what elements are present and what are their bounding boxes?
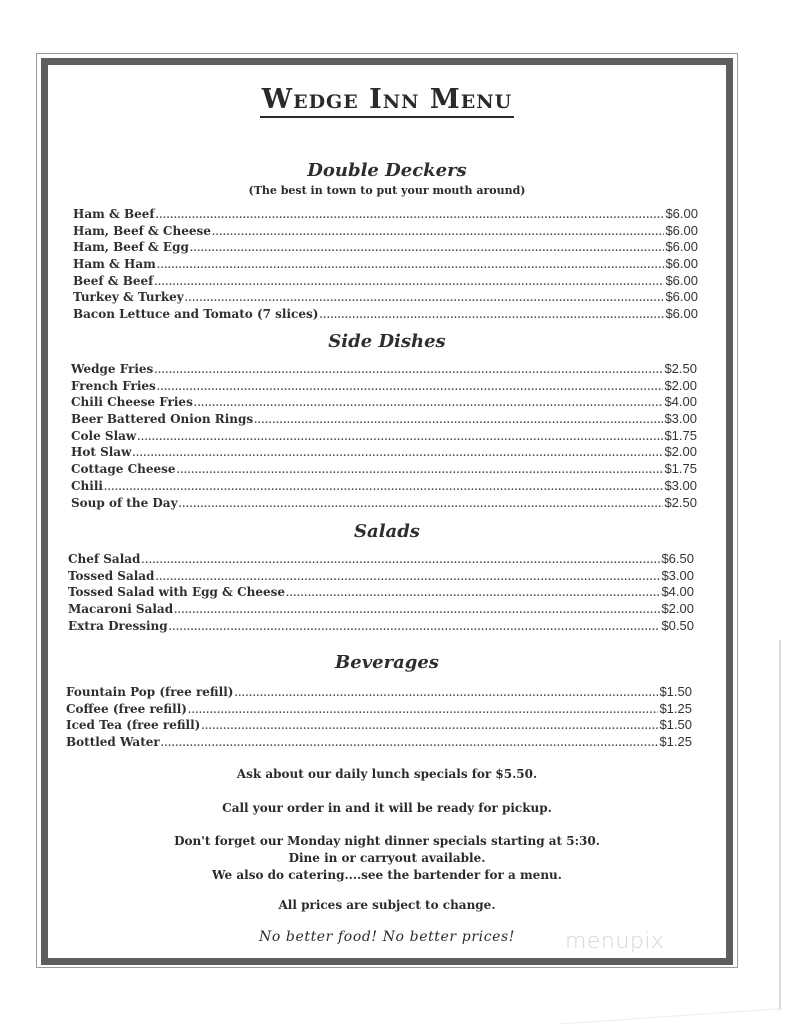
note-lunch-specials: Ask about our daily lunch specials for $5.50. — [236, 767, 538, 781]
item-price: $4.00 — [661, 584, 694, 600]
item-price: $1.25 — [659, 700, 692, 716]
item-name: Tossed Salad with Egg & Cheese — [68, 585, 286, 600]
menu-item — [73, 223, 698, 240]
item-price: $6.00 — [665, 272, 698, 288]
item-name: French Fries — [71, 378, 156, 393]
dot-leader — [132, 449, 663, 459]
watermark-logo: menupix — [565, 929, 665, 954]
item-name: Ham & Ham — [73, 257, 156, 272]
menu-title: Wedge Inn Menu — [260, 85, 514, 118]
menu-frame — [41, 58, 733, 965]
menu-item — [71, 495, 697, 512]
page-edge-shadow — [779, 640, 781, 1010]
menu-item — [71, 444, 697, 461]
menu-item — [68, 601, 694, 618]
item-price: $2.00 — [664, 377, 697, 393]
menu-item — [73, 289, 698, 306]
section-heading-beverages: Beverages — [335, 652, 439, 673]
dot-leader — [194, 399, 664, 409]
item-name: Coffee (free refill) — [66, 701, 187, 716]
item-price: $6.00 — [665, 256, 698, 272]
page-edge-bottom — [561, 1008, 783, 1024]
item-name: Extra Dressing — [68, 618, 168, 633]
menu-item — [71, 478, 697, 495]
note-catering: We also do catering....see the bartender for a menu. — [212, 868, 562, 882]
item-name: Bottled Water — [66, 735, 160, 750]
item-price: $4.00 — [664, 394, 697, 410]
dot-leader — [201, 722, 658, 732]
item-name: Cottage Cheese — [71, 462, 176, 477]
salads-list — [68, 551, 694, 634]
menu-item — [71, 378, 697, 395]
menu-item — [71, 411, 697, 428]
item-name: Hot Slaw — [71, 445, 132, 460]
dot-leader — [154, 278, 664, 288]
menu-item — [66, 684, 692, 701]
menu-item — [73, 306, 698, 323]
dot-leader — [319, 311, 664, 321]
item-name: Beer Battered Onion Rings — [71, 412, 254, 427]
dot-leader — [177, 466, 664, 476]
menu-item — [68, 551, 694, 568]
item-name: Ham & Beef — [73, 207, 155, 221]
item-name: Wedge Fries — [71, 362, 154, 376]
item-price: $6.00 — [665, 289, 698, 305]
item-name: Tossed Salad — [68, 568, 155, 583]
item-name: Soup of the Day — [71, 495, 178, 510]
item-price: $1.75 — [664, 461, 697, 477]
item-name: Chef Salad — [68, 552, 141, 566]
menu-item — [73, 206, 698, 223]
item-price: $6.50 — [661, 551, 694, 566]
dot-leader — [179, 500, 664, 510]
dot-leader — [190, 244, 665, 254]
dot-leader — [157, 383, 664, 393]
dot-leader — [254, 416, 663, 426]
menu-item — [73, 273, 698, 290]
item-name: Iced Tea (free refill) — [66, 718, 201, 733]
note-dine-in: Dine in or carryout available. — [288, 851, 486, 865]
item-name: Chili — [71, 478, 103, 493]
item-name: Cole Slaw — [71, 428, 137, 443]
menu-item — [71, 428, 697, 445]
beverages-list — [66, 684, 692, 751]
section-heading-double-deckers: Double Deckers — [307, 160, 467, 181]
dot-leader — [185, 294, 665, 304]
dot-leader — [157, 261, 665, 271]
item-price: $2.00 — [664, 444, 697, 460]
slogan: No better food! No better prices! — [258, 929, 516, 945]
dot-leader — [161, 739, 659, 749]
note-monday-specials: Don't forget our Monday night dinner specials starting at 5:30. — [174, 834, 600, 848]
menu-item — [73, 239, 698, 256]
note-call-ahead: Call your order in and it will be ready for pickup. — [222, 801, 552, 815]
item-price: $2.50 — [664, 361, 697, 376]
item-price: $3.00 — [661, 567, 694, 583]
dot-leader — [234, 689, 658, 699]
item-price: $1.75 — [664, 427, 697, 443]
dot-leader — [141, 556, 660, 566]
note-prices-disclaimer: All prices are subject to change. — [278, 898, 496, 912]
item-price: $6.00 — [665, 306, 698, 322]
item-name: Ham, Beef & Egg — [73, 240, 189, 255]
menu-item — [71, 394, 697, 411]
section-subheading-double-deckers: (The best in town to put your mouth around) — [248, 184, 526, 197]
item-name: Chili Cheese Fries — [71, 395, 193, 410]
menu-item — [66, 701, 692, 718]
dot-leader — [212, 228, 665, 238]
item-price: $2.00 — [661, 601, 694, 617]
item-name: Beef & Beef — [73, 273, 154, 288]
item-price: $1.50 — [659, 717, 692, 733]
menu-item — [66, 717, 692, 734]
menu-item — [71, 361, 697, 378]
side-dishes-list — [71, 361, 697, 511]
item-price: $3.00 — [664, 477, 697, 493]
menu-item — [68, 568, 694, 585]
item-price: $6.00 — [665, 206, 698, 221]
menu-item — [68, 618, 694, 635]
title-wrap — [48, 85, 726, 118]
item-price: $2.50 — [664, 494, 697, 510]
item-price: $6.00 — [665, 222, 698, 238]
double-deckers-list — [73, 206, 698, 323]
dot-leader — [155, 573, 660, 583]
dot-leader — [137, 433, 663, 443]
dot-leader — [104, 483, 664, 493]
menu-item — [71, 461, 697, 478]
item-name: Macaroni Salad — [68, 602, 174, 617]
dot-leader — [169, 623, 661, 633]
item-price: $6.00 — [665, 239, 698, 255]
menu-item — [66, 734, 692, 751]
section-heading-salads: Salads — [354, 521, 420, 542]
dot-leader — [156, 211, 665, 221]
dot-leader — [188, 706, 659, 716]
item-price: $3.00 — [664, 411, 697, 427]
item-name: Fountain Pop (free refill) — [66, 685, 234, 699]
dot-leader — [286, 589, 660, 599]
item-name: Bacon Lettuce and Tomato (7 slices) — [73, 307, 319, 322]
menu-item — [73, 256, 698, 273]
item-price: $1.25 — [659, 734, 692, 750]
dot-leader — [154, 366, 663, 376]
section-heading-side-dishes: Side Dishes — [328, 331, 446, 352]
item-price: $1.50 — [659, 684, 692, 699]
item-name: Ham, Beef & Cheese — [73, 223, 211, 238]
dot-leader — [174, 606, 660, 616]
menu-item — [68, 584, 694, 601]
item-price: $0.50 — [661, 617, 694, 633]
item-name: Turkey & Turkey — [73, 290, 184, 305]
